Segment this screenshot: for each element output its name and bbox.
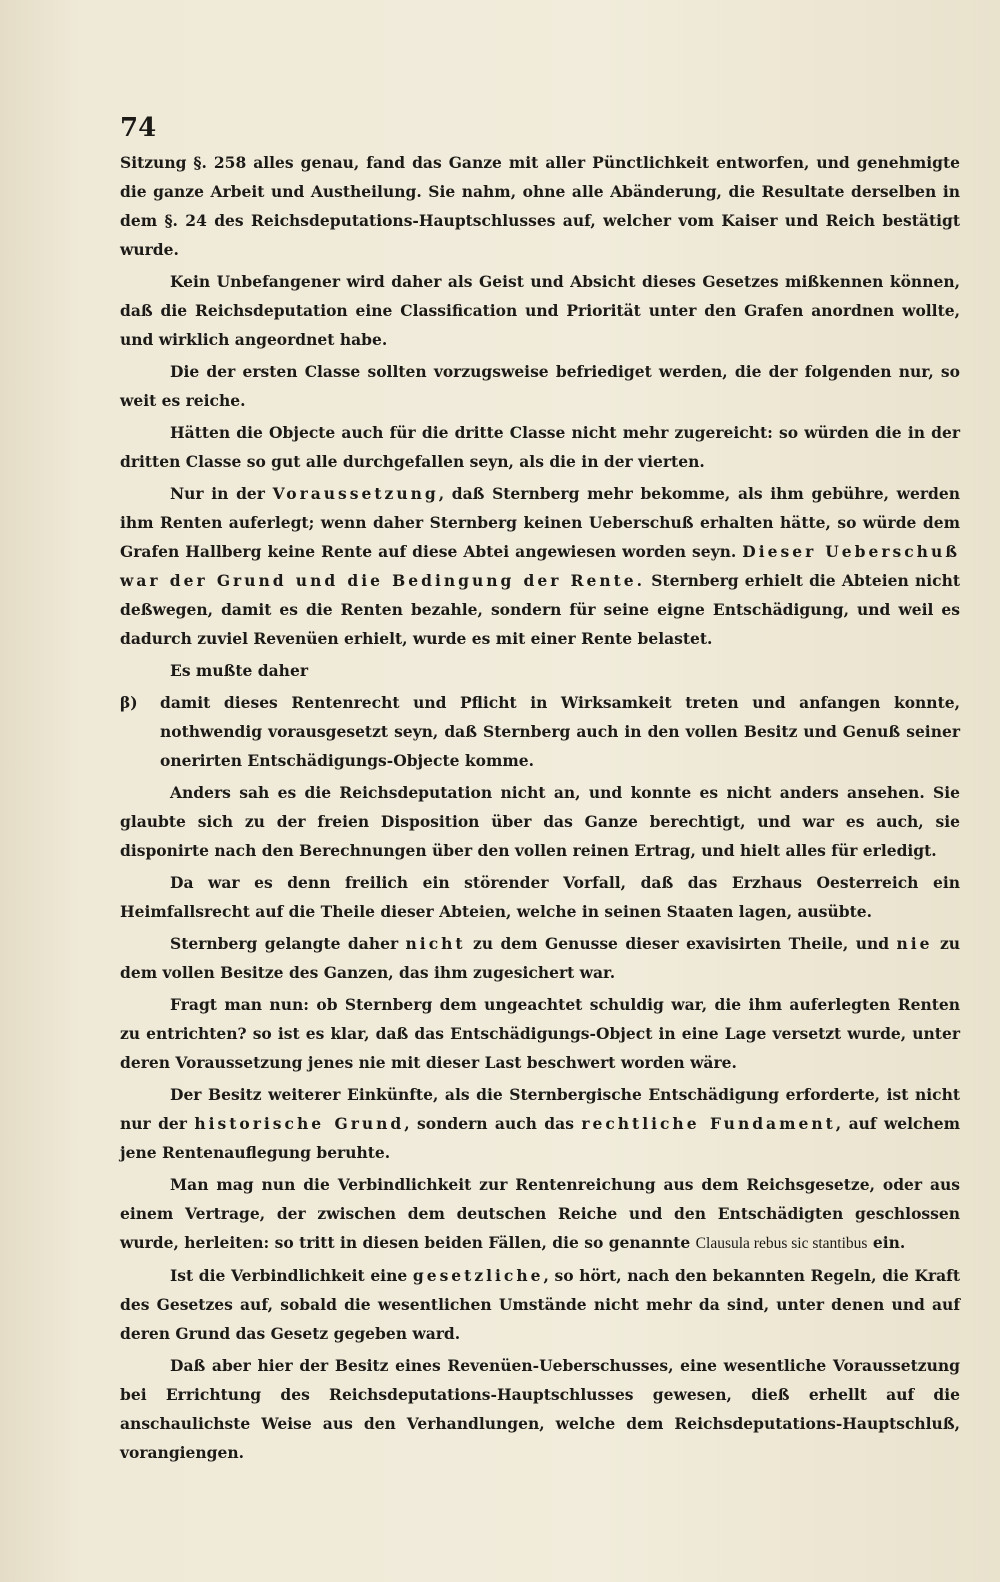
- emphasis-text: nicht: [405, 934, 466, 953]
- paragraph-5: [120, 479, 960, 653]
- paragraph-text: Sternberg erhielt die Abteien nicht deßwegen, damit es die Renten bezahle, sondern für seine eigne Entschädigung, und weil es dadurch zuviel Revenüen erhielt, wurde es mit einer Rente belastet.: [120, 571, 960, 648]
- paragraph-6: [120, 656, 960, 685]
- emphasis-text: gesetzliche: [412, 1266, 544, 1285]
- paragraph-text: Da war es denn freilich ein störender Vorfall, daß das Erzhaus Oesterreich ein Heimfallsrecht auf die Theile dieser Abteien, welche in seinen Staaten lagen, ausübte.: [120, 873, 960, 921]
- paragraph-text: Fragt man nun: ob Sternberg dem ungeachtet schuldig war, die ihm auferlegten Renten zu entrichten? so ist es klar, daß das Entschädigungs-Object in eine Lage versetzt wurde, unter deren Voraussetzung jenes nie mit dieser Last beschwert worden wäre.: [120, 995, 960, 1072]
- paragraph-14: [120, 1261, 960, 1348]
- emphasis-text: Dieser Ueberschuß war der Grund und die Bedingung der Rente.: [120, 542, 960, 590]
- paragraph-15: [120, 1351, 960, 1467]
- paragraph-text: zu dem Genusse dieser exavisirten Theile, und: [465, 934, 897, 953]
- paragraph-8: [120, 778, 960, 865]
- paragraph-text: Es mußte daher: [170, 661, 308, 680]
- paragraph-text: , daß Sternberg mehr bekomme, als ihm gebühre, werden ihm Renten auferlegt; wenn daher Sternberg keinen Ueberschuß erhalten hätte, so würde dem Grafen Hallberg keine Rente auf diese Abtei angewiesen worden seyn.: [120, 484, 960, 561]
- list-item-label: β): [120, 693, 138, 712]
- latin-phrase: Clausula rebus sic stantibus: [695, 1235, 868, 1252]
- paragraph-13: [120, 1170, 960, 1258]
- emphasis-text: Voraussetzung: [272, 484, 439, 503]
- emphasis-text: nie: [896, 934, 933, 953]
- paragraph-text: Hätten die Objecte auch für die dritte Classe nicht mehr zugereicht: so würden die in der dritten Classe so gut alle durchgefallen seyn, als die in der vierten.: [120, 423, 960, 471]
- paragraph-text: Die der ersten Classe sollten vorzugsweise befriediget werden, die der folgenden nur, so weit es reiche.: [120, 362, 960, 410]
- paragraph-2: [120, 267, 960, 354]
- paragraph-9: [120, 868, 960, 926]
- paragraph-11: [120, 990, 960, 1077]
- page-number: 74: [120, 113, 157, 143]
- paragraph-4: [120, 418, 960, 476]
- paragraph-1: [120, 148, 960, 264]
- paragraph-text: Anders sah es die Reichsdeputation nicht an, und konnte es nicht anders ansehen. Sie glaubte sich zu der freien Disposition über das Ganze berechtigt, und war es auch, sie disponirte nach den Berechnungen über den vollen reinen Ertrag, und hielt alles für erledigt.: [120, 783, 960, 860]
- paragraph-text: damit dieses Rentenrecht und Pflicht in Wirksamkeit treten und anfangen konnte, nothwendig vorausgesetzt seyn, daß Sternberg auch in den vollen Besitz und Genuß seiner onerirten Entschädigungs-Objecte komme.: [160, 693, 960, 770]
- paragraph-12: [120, 1080, 960, 1167]
- emphasis-text: rechtliche Fundament: [581, 1114, 836, 1133]
- paragraph-text: Kein Unbefangener wird daher als Geist und Absicht dieses Gesetzes mißkennen können, daß die Reichsdeputation eine Classification und Priorität unter den Grafen anordnen wollte, und wirklich angeordnet habe.: [120, 272, 960, 349]
- paragraph-7-list-item: [120, 688, 960, 775]
- paragraph-text: , so hört, nach den bekannten Regeln, die Kraft des Gesetzes auf, sobald die wesentlichen Umstände nicht mehr da sind, unter denen und auf deren Grund das Gesetz gegeben ward.: [120, 1266, 960, 1343]
- paragraph-text: Sternberg gelangte daher: [170, 934, 406, 953]
- paragraph-text: , sondern auch das: [404, 1114, 582, 1133]
- paragraph-text: ein.: [867, 1233, 906, 1252]
- paragraph-3: [120, 357, 960, 415]
- paragraph-text: Daß aber hier der Besitz eines Revenüen-Ueberschusses, eine wesentliche Voraussetzung bei Errichtung des Reichsdeputations-Hauptschlusses gewesen, dieß erhellt auf die anschaulichste Weise aus den Verhandlungen, welche dem Reichsdeputations-Hauptschluß, vorangiengen.: [120, 1356, 960, 1462]
- paragraph-text: Ist die Verbindlichkeit eine: [170, 1266, 413, 1285]
- paragraph-text: Der Besitz weiterer Einkünfte, als die Sternbergische Entschädigung erforderte, ist nicht nur der: [120, 1085, 960, 1133]
- paragraph-text: , auf welchem jene Rentenauflegung beruhte.: [120, 1114, 961, 1162]
- paragraph-10: [120, 929, 960, 987]
- paragraph-text: Nur in der: [170, 484, 273, 503]
- paragraph-text: Sitzung §. 258 alles genau, fand das Ganze mit aller Pünctlichkeit entworfen, und genehmigte die ganze Arbeit und Austheilung. Sie nahm, ohne alle Abänderung, die Resultate derselben in dem §. 24 des Reichsdeputations-Hauptschlusses auf, welcher vom Kaiser und Reich bestätigt wurde.: [120, 153, 960, 259]
- emphasis-text: historische Grund: [194, 1114, 405, 1133]
- paragraph-text: Man mag nun die Verbindlichkeit zur Rentenreichung aus dem Reichsgesetze, oder aus einem Vertrage, der zwischen dem deutschen Reiche und den Entschädigten geschlossen wurde, herleiten: so tritt in diesen beiden Fällen, die so genannte: [120, 1175, 960, 1252]
- paragraph-text: zu dem vollen Besitze des Ganzen, das ihm zugesichert war.: [120, 934, 961, 982]
